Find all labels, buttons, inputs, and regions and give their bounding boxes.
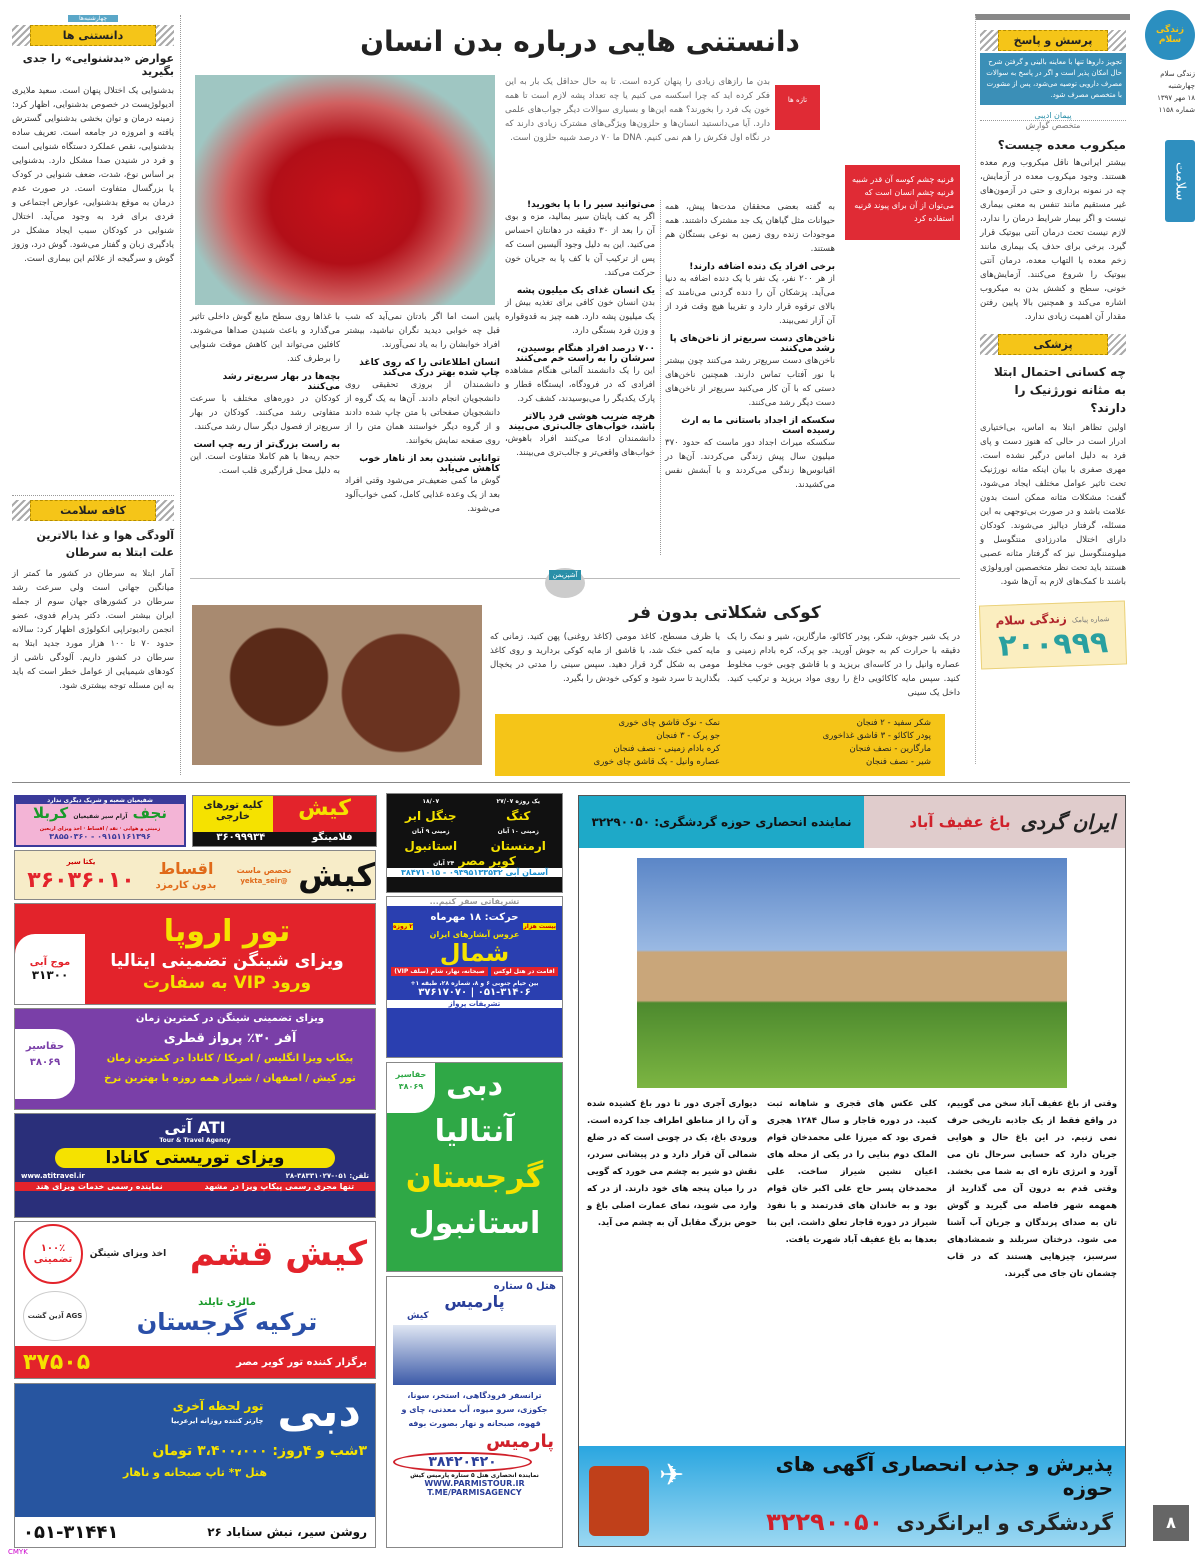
- author-name: پیمان ادیبی: [1034, 111, 1072, 120]
- travel-col-left: دیواری آجری دور تا دور باغ کشیده شده و آن را از مناطق اطراف جدا کرده است. ورودی باغ، یک در چوبی است که در ضلع شمالی آن قرار دارد و در پیشانی سردر، نقش دو شیر به چشم می خورد که گویی در را میان پنجه های خود دارند. از در که وارد می شوید، نمای عمارت اصلی باغ و حوض بزرگ مقابل آن به چشم می آید.: [587, 1099, 757, 1228]
- 2-p-text: ناخن‌های دست سریع‌تر رشد می‌کنند چون بیشتر با نور آفتاب تماس دارند. همچنین ناخن‌های دستی که با آن کار می‌کنید سریع‌تر از ناخن‌های دست دیگر رشد می‌کنند.: [665, 356, 835, 408]
- parvaz-phone-text: ۰۵۱-۳۱۴۰۶ | ۳۷۶۱۷۰۷۰: [418, 987, 531, 998]
- 2-h-text: ۷۰۰ درصد افراد هنگام بوسیدن، سرشان را به راست خم می‌کنند: [515, 344, 655, 364]
- pull-quote: [845, 165, 960, 240]
- parmis-title-text: پارمیس: [444, 1292, 505, 1311]
- europe-line2-text: ورود VIP به سفارت: [142, 973, 312, 993]
- article-col-4: [190, 310, 340, 478]
- color-marks: CMYK: [8, 1548, 28, 1556]
- ad-tashrifat-parvaz[interactable]: [386, 896, 563, 1058]
- ags-badge-text: ۱۰۰٪ تضمینی: [23, 1224, 83, 1284]
- ati-foot1-text: تنها مجری رسمی پیکاپ ویزا در مشهد: [204, 1182, 355, 1191]
- medical-badge: پزشکی: [998, 334, 1108, 355]
- article-col-2: [505, 200, 655, 460]
- heart-vessels-photo: [195, 75, 495, 305]
- section-tab: سلامت: [1165, 140, 1195, 222]
- 2-h-text: ناخن‌های دست سریع‌تر از ناخن‌های پا رشد می‌کنند: [669, 334, 835, 354]
- facts-title: عوارض «بدشنوایی» را جدی بگیرید: [22, 52, 174, 78]
- dubai-address-text: روشن سیر، نبش سناباد ۲۶: [207, 1525, 367, 1539]
- dubai-sub-text: تور لحظه آخری: [172, 1399, 264, 1413]
- ad-haghasir-schengen[interactable]: [14, 1008, 376, 1110]
- ingredient: عصاره وانیل - یک قاشق چای خوری: [593, 757, 720, 767]
- dubai-charter-text: چارتر کننده روزانه ایرعربیا: [171, 1417, 264, 1425]
- ags-dest-text: ترکیه گرجستان: [136, 1307, 318, 1336]
- ati-phone-text: تلفن: ۰۵۱-۳۸۳۳۱۰۲۷-۲۸: [285, 1172, 369, 1180]
- 2-h-text: توانایی شنیدن بعد از ناهار خوب کاهش می‌یابد: [359, 454, 500, 474]
- yekta-phone-text: ۳۶۰۳۶۰۱۰: [27, 867, 135, 893]
- medical-title: چه کسانی احتمال ابتلا به مثانه نورژنیک را دارند؟: [993, 365, 1126, 415]
- haghasir-brand-text: حقاسیر: [25, 1041, 65, 1052]
- parvaz-f2-text: صبحانه، نهار، شام (سلف VIP): [391, 967, 487, 976]
- cafe-badge: کافه سلامت: [30, 500, 156, 521]
- banner-phone: ۳۲۲۹۰۰۵۰: [766, 1508, 884, 1536]
- abr-d2-text: ۱۸/۰۷: [422, 798, 440, 805]
- divider: [660, 200, 661, 555]
- afifabad-photo: [637, 858, 1067, 1088]
- recipe-source: [545, 568, 585, 598]
- parmis-brand-text: پارمیس: [486, 1431, 554, 1452]
- yekta-sub3-text: تخصص ماست: [236, 865, 292, 875]
- yekta-handle-text: @yekta_seir: [240, 876, 288, 885]
- ati-title-text: ویزای توریستی کانادا: [55, 1148, 335, 1168]
- medical-body: اولین تظاهر ابتلا به اماس، بی‌اختیاری ادرار است در حالی که هنوز دست و پای فرد به دلیل اماس درگیر نشده است. مهری صفری با بیان اینکه مثانه نورژنیک تحت تاثیر عوامل مختلف ایجاد می‌شود، گفت: مشکلات مثانه ممکن است بدون علامت باشد و در صورت بی‌توجهی به این مسئله، گرفتار دیالیز می‌شوند. کودکان دارای اختلال مادرزادی منتگوسل و میلومننگوسل نیز که گرفتار مثانه عصبی هستند باید تحت نظر متخصصین اورولوژی باشند تا کمک‌های لازم به آن‌ها شود.: [980, 423, 1126, 587]
- 0-p-text: اگر یه کف پایتان سیر بمالید، مزه و بوی آن را بعد از ۳۰ دقیقه در دهانتان احساس می‌کنید. این به دلیل وجود آلیسین است که پس از ترکیب آن با کف پا به جریان خون حرکت می‌کند.: [505, 212, 655, 278]
- green-l4-text: استانبول: [408, 1206, 541, 1241]
- ad-green-destinations[interactable]: [386, 1062, 563, 1272]
- europe-brand-text: موج آبی: [29, 956, 71, 968]
- 1-h-text: برخی افراد یک دنده اضافه دارند!: [689, 262, 835, 272]
- abr-t2-text: جنگل ابر: [405, 809, 457, 823]
- parmis-city-text: کیش: [407, 1311, 429, 1321]
- travel-header: [864, 796, 1125, 848]
- ingredient: مارگارین - نصف فنجان: [849, 744, 931, 754]
- dubai-phone-text: ۰۵۱-۳۱۴۴۱: [23, 1521, 119, 1543]
- parvaz-brand-text: تشریفات پرواز: [387, 1000, 562, 1008]
- abr-t1-text: کنگ: [506, 809, 531, 823]
- ingredient: شیر - نصف فنجان: [865, 757, 931, 767]
- sms-label: شماره پیامک: [1071, 615, 1110, 625]
- qa-notice: تجویز داروها تنها با معاینه بالینی و گرفتن شرح حال امکان پذیر است و اگر در پاسخ به سوالات مصرف دارویی توصیه می‌شود، پس از مشورت با متخصص مصرف شود.: [980, 53, 1126, 105]
- pull-quote-text: قرنیه چشم کوسه آن قدر شبیه قرنیه چشم انسان است که می‌توان از آن برای پیوند قرنیه استفاده کرد: [851, 175, 954, 223]
- abr-d4-text: زمینی ۹ آبان: [411, 828, 450, 835]
- karbala-brand-text: آرام سیر شفیعیان: [73, 813, 128, 820]
- europe-title-text: تور اروپا: [163, 914, 291, 949]
- 0-p-text: پایین است اما اگر بادتان نمی‌آید که شب قبل چه خوابی دیدید نگران نباشید، بیشتر افراد خوابشان را به یاد نمی‌آورند.: [345, 312, 500, 350]
- recipe-body-left: یا ظرف مسطح، کاغذ مومی (کاغذ روغنی) پهن کنید. زمانی که مایه کمی خنک شد، با قاشق از مایه کوکی بردارید و روی کاغذ مومی به شکل گرد قرار دهید. سپس سینی را مدتی در یخچال بگذارید تا سرد شود و کوکی خودش را بگیرد.: [490, 632, 720, 684]
- haghasir-line2-text: آفر ۳۰٪ پرواز قطری: [163, 1031, 297, 1046]
- 0-h-text: می‌توانید سیر را با پا بخورید!: [527, 200, 655, 210]
- qa-body: بیشتر ایرانی‌ها ناقل میکروب ورم معده هستند. وجود میکروب معده در آزمایش، چه در نمونه برداری و حتی در آزمون‌های غیر مستقیم مانند تنفس به معنی بیماری نیست و اگر بیمار شرایط درمان را ندارد، لازم نیست تحت درمان آنتی بیوتیک قرار گیرد. برخی برای حذف یک بیماری مانند زخم معده یا التهاب معده، درمان آنتی بیوتیک را شروع می‌کنند. آزمایش‌های خونی، سطح و کشش بدن به میکروب اشاره می‌کند و همچنین بالا پایین رفتن مقدار آن اهمیت زیادی ندارد.: [980, 158, 1126, 322]
- 1-h-text: انسان اطلاعاتی را که روی کاغذ چاپ شده بهتر درک می‌کند: [359, 358, 500, 378]
- issue-info: چهارشنبه: [1168, 82, 1195, 90]
- recipe-title: کوکی شکلاتی بدون فر: [629, 603, 821, 623]
- haghasir-line3-text: پیکاپ ویزا انگلیس / امریکا / کانادا در کمترین زمان: [106, 1053, 354, 1064]
- weekday-tag: چهارشنبه‌ها: [68, 15, 118, 22]
- ingredient: شکر سفید - ۲ فنجان: [856, 718, 931, 728]
- main-headline: دانستنی هایی درباره بدن انسان: [360, 25, 800, 58]
- 3-h-text: هرچه ضریب هوشی فرد بالاتر باشد، خواب‌های جالب‌تری می‌بیند: [508, 412, 655, 432]
- karbala-phone-text: ۰۹۱۵۱۱۶۱۳۹۶ - ۳۸۵۵۰۳۶۰: [49, 832, 151, 841]
- ati-web-text: www.atitravel.ir: [21, 1172, 85, 1180]
- ags-phone-text: ۳۷۵۰۵: [23, 1349, 91, 1375]
- ingredients-box: [495, 714, 945, 776]
- left-column: [12, 15, 174, 266]
- travel-place: باغ عفیف آباد: [909, 813, 1011, 831]
- parmis-features-text: ترانسفر فرودگاهی، استخر، سونا، جکوزی، سرو میوه، آب معدنی، چای و قهوه، صبحانه و نهار بصورت بوفه: [401, 1391, 548, 1428]
- 1-p-text: کودکان در دوره‌های مختلف با سرعت متفاوتی رشد می‌کنند. کودکان در بهار سریع‌تر از فصول دیگر سال رشد می‌کنند.: [190, 394, 340, 432]
- issue-info: ۱۸ مهر ۱۳۹۷: [1157, 94, 1195, 102]
- 2-p-text: حجم ریه‌ها با هم کاملا متفاوت است. این به دلیل محل قرارگیری قلب است.: [190, 452, 340, 476]
- parvaz-title-text: شمال: [439, 939, 510, 967]
- europe-phone-text: ۳۱۳۰۰: [31, 967, 69, 982]
- cookie-photo: [192, 605, 482, 765]
- recipe-source-label: آشپزیمن: [549, 570, 580, 580]
- cafe-title: آلودگی هوا و غذا بالاترین علت ابتلا به سرطان: [36, 529, 174, 559]
- divider: [180, 15, 181, 775]
- issue-info: شماره ۱۱۵۸: [1158, 106, 1195, 114]
- green-brand-text: حقاسیر: [395, 1070, 427, 1079]
- 2-p-text: این را یک دانشمند آلمانی هنگام مشاهده افرادی که در فرودگاه، ایستگاه قطار و پارک یکدیگر را می‌بوسیدند، کشف کرد.: [505, 366, 655, 404]
- ad-parmis-hotel[interactable]: [386, 1276, 563, 1548]
- ad-ati-canada[interactable]: [14, 1113, 376, 1218]
- suitcase-icon: [589, 1466, 649, 1536]
- karbala-top-text: شفیعیان شعبه و شریک دیگری ندارد: [16, 797, 184, 804]
- 1-h-text: یک انسان غذای یک میلیون پشه: [516, 286, 655, 296]
- masthead-strip: [1135, 10, 1195, 1550]
- ad-karbala[interactable]: [14, 795, 186, 847]
- section-divider: [12, 782, 1130, 783]
- yekta-sub2-text: بدون کارمزد: [155, 879, 217, 891]
- qa-badge: پرسش و پاسخ: [998, 30, 1108, 51]
- news-tag-label: تازه ها: [787, 96, 808, 104]
- green-l1-text: دبی: [445, 1068, 503, 1103]
- cafe-body: آمار ابتلا به سرطان در کشور ما کمتر از میانگین جهانی است ولی سرعت رشد سرطان در کشورهای جهان سوم از جمله ایران بیشتر است. دکتر پدرام فدوی، عضو انجمن رادیوتراپی انکولوژی اظهار کرد: سالانه حدود ۷۰ تا ۱۰۰ هزار مورد جدید ابتلا به سرطان در کشور داریم. آلودگی ناشی از کودهای شیمیایی از عوامل خطر است که باید به این مسئله توجه بیشتری شود.: [12, 569, 175, 691]
- 1-p-text: دانشمندان از بروزی تحقیقی روی دانشجویان انجام دادند. آن‌ها به یک گروه از دانشجویان صفحاتی با متن چاپ شده دادند و از گروه دیگر خواستند همان متن را از روی صفحه نمایش بخوانند.: [345, 380, 500, 446]
- facts-badge: دانستنی ها: [30, 25, 156, 46]
- abr-d5-text: ۲۴ آبان: [433, 860, 455, 867]
- ags-brand-text: AGS آذین گشت: [23, 1291, 87, 1341]
- ati-sub-text: Tour & Travel Agency: [159, 1137, 231, 1144]
- haghasir-phone-text: ۳۸۰۶۹: [29, 1057, 61, 1068]
- agent-label: نماینده انحصاری حوزه گردشگری: ۳۲۲۹۰۰۵۰: [579, 796, 864, 848]
- ingredient: پودر کاکائو - ۳ قاشق غذاخوری: [822, 731, 931, 741]
- parvaz-date-text: حرکت: ۱۸ مهرماه: [430, 912, 519, 923]
- abr-t4-text: استانبول: [404, 839, 458, 853]
- article-col-1: [665, 200, 835, 492]
- haghasir-line4-text: تور کیش / اصفهان / شیراز همه روزه با بهترین نرخ: [104, 1073, 356, 1084]
- parvaz-badge2-text: بیست هزار: [523, 923, 556, 930]
- facts-body: بدشنوایی یک اختلال پنهان است. سعید ملایری ادیولوژیست در خصوص بدشنوایی، اظهار کرد: زمینه درمان و توان بخشی بدشنوایی گسترش یافته و امروزه در جامعه است. تعریف ساده بدشنوایی، نقص عملکرد دستگاه شنوایی است و فرد در شنیدن صدا مشکل دارد. بدشنوایی بر اساس نوع، شدت، ضعف شنوایی در کودک یا بزرگسال متفاوت است. در صورت عدم درمان به موقع بدشنوایی، عوارض اجتماعی و فردی برای فرد به وجود می‌آید. اختلال شنوایی در کودکان سبب ایجاد مشکل در یادگیری زبان و گفتار می‌شود. گوش درد، وزوز گوش و سرگیجه از علائم این بیماری است.: [12, 86, 174, 264]
- abr-d1-text: یک روزه ۲۷/۰۷: [496, 798, 541, 805]
- parvaz-badge1-text: ۲ روزه: [393, 923, 413, 930]
- karbala-details-text: زمینی و هوایی · نقد / اقساط · اخذ ویزای اربعین: [39, 826, 161, 832]
- 1-h-text: بچه‌ها در بهار سریع‌تر رشد می‌کنند: [222, 372, 340, 392]
- kish-flamingo-title-text: کیش: [298, 796, 351, 821]
- abr-phone-text: ۰۹۳۹۵۱۳۳۵۳۲ - ۳۸۴۷۱۰۱۵: [401, 868, 503, 877]
- article-col-3: [345, 310, 500, 516]
- yekta-sub1-text: اقساط: [158, 858, 214, 878]
- kish-flamingo-sub-text: کلیه تورهای خارجی: [193, 796, 273, 832]
- 1-p-text: بدن انسان خون کافی برای تغذیه بیش از یک میلیون پشه دارد. همه چیز به قدوقواره و وزن فرد بستگی دارد.: [505, 298, 655, 336]
- green-l3-text: گرجستان: [405, 1160, 544, 1195]
- ad-kish-flamingo[interactable]: [192, 795, 377, 847]
- parvaz-top-text: تشریفاتی سفر کنیم...: [387, 897, 562, 906]
- 3-p-text: سکسکه میراث اجداد دور ماست که حدود ۳۷۰ میلیون سال پیش زندگی می‌کردند. آن‌ها در اقیانوس‌ها زندگی می‌کردند و با آبشش نفس می‌کشیدند.: [665, 438, 835, 490]
- 2-h-text: به راست بزرگ‌تر از ریه چپ است: [193, 440, 340, 450]
- sms-brand: زندگی سلام: [995, 611, 1068, 628]
- ingredient: نمک - نوک قاشق چای خوری: [618, 718, 720, 728]
- yekta-brand-text: یکتا سیر: [66, 857, 96, 866]
- parmis-web-text: WWW.PARMISTOUR.IR: [424, 1479, 525, 1488]
- parvaz-address-text: بین خیام جنوبی ۶ و ۸، شماره ۲۸، طبقه ۱+: [410, 980, 539, 987]
- 1-p-text: از هر ۲۰۰ نفر، یک نفر با یک دنده اضافه به دنیا می‌آید. پزشکان آن را دنده گردنی می‌نامند که بالای ترقوه قرار دارد و تقریبا هیچ وقت فرد از آن آزار نمی‌بیند.: [665, 274, 836, 326]
- parmis-agent-text: نماینده انحصاری هتل ۵ ستاره پارمیس کیش: [410, 1472, 539, 1479]
- ags-title-text: کیش قشم: [189, 1234, 367, 1274]
- parmis-tg-text: T.ME/PARMISAGENCY: [427, 1488, 522, 1497]
- green-l2-text: آنتالیا: [434, 1114, 515, 1149]
- ad-dubai-tour[interactable]: [14, 1383, 376, 1548]
- kish-flamingo-phone-text: ۳۶۰۹۹۹۳۴: [216, 832, 266, 843]
- ags-visa-text: اخذ ویزای شینگن: [89, 1249, 167, 1259]
- karbala-city1-text: نجف: [132, 804, 167, 822]
- 0-p-text: با غذاها روی سطح مایع گوش داخلی تاثیر می‌گذارد و باعث شنیدن صداها می‌شوند. کافئین می‌تواند این کاهش موقت شنوایی را برطرف کند.: [190, 312, 340, 364]
- ad-aseman-abi[interactable]: [386, 793, 563, 893]
- logo: زندگی سلام: [1145, 10, 1195, 60]
- ad-ags-kish-qeshm[interactable]: [14, 1221, 376, 1379]
- airplane-icon: ✈: [659, 1458, 685, 1493]
- issue-info: زندگی سلام: [1160, 70, 1195, 78]
- ingredient: جو پرک - ۳ فنجان: [656, 731, 720, 741]
- parvaz-f1-text: اقامت در هتل لوکس: [491, 967, 558, 976]
- travel-title: ایران گردی: [1020, 810, 1115, 834]
- travel-col-mid: کلی عکس های قجری و شاهانه ثبت کنید. در دوره قاجار و سال ۱۲۸۴ هجری قمری بود که میرزا علی محمدخان قوام الملک دوم بنایی را در یکی از محله های اعیان نشین شیراز ساخت. علی محمدخان پسر حاج علی اکبر خان قوام بود و به خاندان های قدرتمند و با نفوذ شیراز در دوره قاجار تعلق داشت. این بنا بعدها به باغ عفیف آباد شهرت یافت.: [767, 1099, 937, 1245]
- haghasir-line1-text: ویزای تضمینی شینگن در کمترین زمان: [135, 1013, 325, 1024]
- banner-line2: گردشگری و ایرانگردی: [896, 1511, 1113, 1535]
- ad-yekta-kish[interactable]: [14, 850, 376, 900]
- parvaz-sub-text: عروس آبشارهای ایران: [429, 930, 520, 939]
- 3-h-text: سکسکه از اجداد باستانی ما به ارث رسیده است: [681, 416, 835, 436]
- europe-line1-text: ویزای شینگن تضمینی ایتالیا: [110, 951, 344, 971]
- main-intro: بدن ما رازهای زیادی را پنهان کرده است. تا به حال حداقل یک بار به این فکر کرده اید که چرا اسکسه می کنیم یا چه تعداد پشه لازم است تا همه خون یک فرد را بخورند؟ همه این‌ها و بسیاری سوالات دیگر جواب‌های علمی دارد. آیا می‌دانستید انسان‌ها و حلزون‌ها ویژگی‌های مشترک زیادی دارند که در نگاه اول فکرش را هم نمی کنیم. DNA ما ۷۰ درصد شبیه حلزون است.: [505, 77, 770, 143]
- ad-banner[interactable]: [579, 1446, 1125, 1546]
- 0-p-text: به گفته بعضی محققان مدت‌ها پیش، همه حیوانات مثل گیاهان یک جد مشترک داشتند. همه موجودات زنده روی زمین به نوعی بستگان هم هستند.: [665, 202, 835, 254]
- abr-t3-text: ارمنستان: [490, 839, 546, 853]
- green-phone-text: ۳۸۰۶۹: [398, 1082, 424, 1091]
- cafe-section: [12, 495, 174, 693]
- parmis-top-text: هتل ۵ ستاره: [493, 1281, 556, 1292]
- recipe-body-right: در یک شیر جوش، شکر، پودر کاکائو، مارگارین، شیر و نمک را یک دقیقه با حرارت کم به جوش آورید. جو پرک، کره بادام زمینی و عصاره وانیل را در کاسه‌ای بریزید و با قاشق چوبی خوب مخلوط کنید. سپس مایه کاکائویی داغ را روی مواد بریزید و ترکیب کنید. داخل یک سینی: [727, 632, 960, 698]
- ati-brand-text: ATI آتی: [164, 1118, 226, 1137]
- qa-column: [975, 14, 1130, 764]
- kish-flamingo-brand-text: فلامینگو: [312, 832, 353, 843]
- abr-brand-text: آسمان آبی: [505, 868, 548, 877]
- ags-foot-text: برگزار کننده تور کویر مصر: [236, 1356, 367, 1368]
- ati-foot2-text: نماینده رسمی خدمات ویزای هند: [35, 1182, 163, 1191]
- page-number: ۸: [1153, 1505, 1189, 1541]
- banner-line1: پذیرش و جذب انحصاری آگهی های حوزه: [775, 1452, 1113, 1500]
- news-tag: [775, 85, 820, 130]
- karbala-city2-text: کربلا: [33, 804, 69, 822]
- sms-number: ۲۰۰۹۹۹: [997, 625, 1109, 664]
- travel-col-right: وقتی از باغ عفیف آباد سخن می گوییم، در واقع فقط از یک جاذبه تاریخی حرف نمی زنیم. در این باغ حال و هوایی جریان دارد که حسابی سرحال تان می آورد و انرژی تازه ای به شما می بخشد. وقتی قدم به درون آن می گذارید از همهمه شهر فاصله می گیرید و گوش تان به صدای پرندگان و جریان آب آشنا می شود. درختان سربلند و شمشادهای سرسبز، چیزهایی هستند که در قاب چشمان تان جای می گیرند.: [947, 1099, 1117, 1279]
- travel-feature: [578, 795, 1126, 1547]
- 3-p-text: دانشمندان ادعا می‌کنند افراد باهوش، خواب‌های واقعی‌تر و جالب‌تری می‌بینند.: [505, 434, 655, 458]
- sms-box: [979, 600, 1127, 669]
- ingredient: کره بادام زمینی - نصف فنجان: [613, 744, 720, 754]
- ad-europe-tour[interactable]: [14, 903, 376, 1005]
- dubai-hotel-text: هتل ۳* تاپ صبحانه و ناهار: [122, 1466, 268, 1479]
- hotel-photo: [393, 1325, 556, 1385]
- parmis-phone-text: ۳۸۴۲۰۴۲۰: [393, 1452, 532, 1472]
- author-role: متخصص گوارش: [980, 120, 1126, 130]
- ags-dest2-text: مالزی تایلند: [198, 1296, 256, 1308]
- dubai-title-text: دبی: [277, 1386, 361, 1437]
- abr-t5-text: کویر مصر: [458, 854, 516, 868]
- 2-p-text: گوش ما کمی ضعیف‌تر می‌شود وقتی افراد بعد از یک وعده غذایی کامل، کمی خواب‌آلود می‌شوند.: [345, 476, 500, 514]
- yekta-title-text: کیش: [298, 856, 375, 894]
- dubai-price-text: ۳شب و ۴روز: ۳،۴۰۰،۰۰۰ تومان: [152, 1443, 367, 1459]
- qa-title: میکروب معده چیست؟: [997, 138, 1126, 152]
- abr-d3-text: زمینی ۱۰ آبان: [497, 828, 539, 835]
